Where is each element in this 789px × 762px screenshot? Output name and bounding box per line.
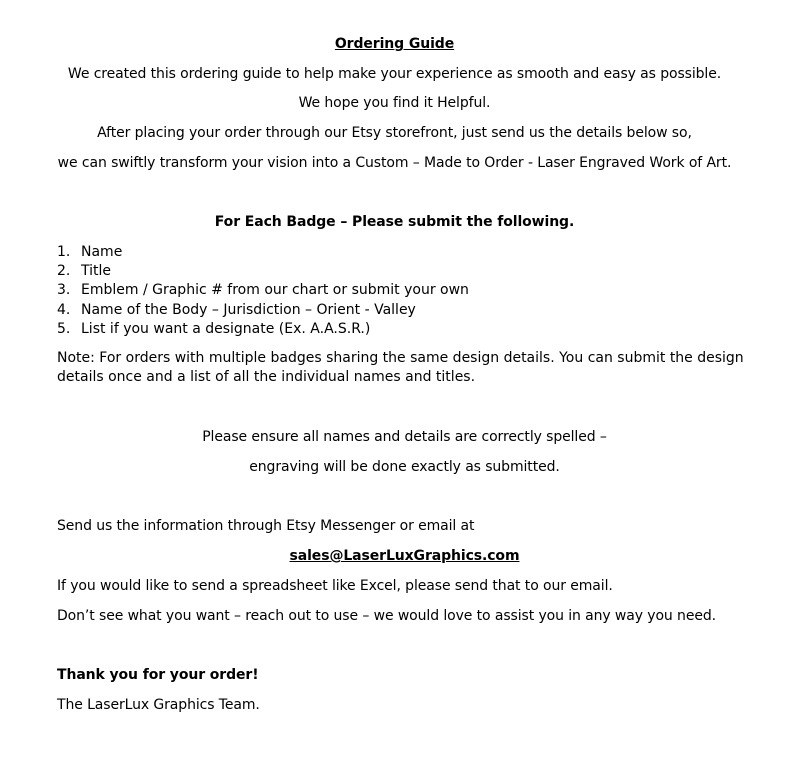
list-item-number: 4.: [57, 302, 71, 318]
list-item-text: Emblem / Graphic # from our chart or submit your own: [81, 282, 469, 298]
list-item: [57, 262, 111, 280]
list-item-number: 1.: [57, 244, 71, 260]
ensure-line-1: Please ensure all names and details are correctly spelled –: [202, 429, 607, 445]
intro-line-4: we can swiftly transform your vision into a Custom – Made to Order - Laser Engraved Work of Art.: [57, 155, 732, 171]
signature-text: The LaserLux Graphics Team.: [57, 697, 260, 713]
list-item-text: List if you want a designate (Ex. A.A.S.R.): [81, 321, 371, 337]
thanks-text: Thank you for your order!: [57, 667, 259, 683]
list-item-number: 5.: [57, 321, 71, 337]
send-info-text: Send us the information through Etsy Messenger or email at: [57, 518, 475, 534]
list-item: [57, 243, 122, 261]
list-item: [57, 281, 469, 299]
page-title: Ordering Guide: [334, 36, 455, 52]
spreadsheet-text: If you would like to send a spreadsheet like Excel, please send that to our email.: [57, 578, 613, 594]
email-link[interactable]: sales@LaserLuxGraphics.com: [289, 548, 520, 564]
note-paragraph: Note: For orders with multiple badges sharing the same design details. You can submit the design details once and a list of all the individual names and titles.: [57, 350, 744, 385]
list-item-text: Name of the Body – Jurisdiction – Orient - Valley: [81, 302, 416, 318]
list-item-text: Name: [81, 244, 123, 260]
ensure-line-2: engraving will be done exactly as submitted.: [249, 459, 560, 475]
list-item: [57, 320, 370, 338]
intro-line-3: After placing your order through our Etsy storefront, just send us the details below so,: [97, 125, 692, 141]
list-item-number: 2.: [57, 263, 71, 279]
badge-heading: For Each Badge – Please submit the following.: [214, 214, 575, 230]
dont-see-text: Don’t see what you want – reach out to use – we would love to assist you in any way you need.: [57, 608, 716, 624]
intro-line-2: We hope you find it Helpful.: [298, 95, 491, 111]
intro-line-1: We created this ordering guide to help make your experience as smooth and easy as possible.: [67, 66, 722, 82]
list-item-text: Title: [81, 263, 112, 279]
list-item: [57, 301, 416, 319]
list-item-number: 3.: [57, 282, 71, 298]
